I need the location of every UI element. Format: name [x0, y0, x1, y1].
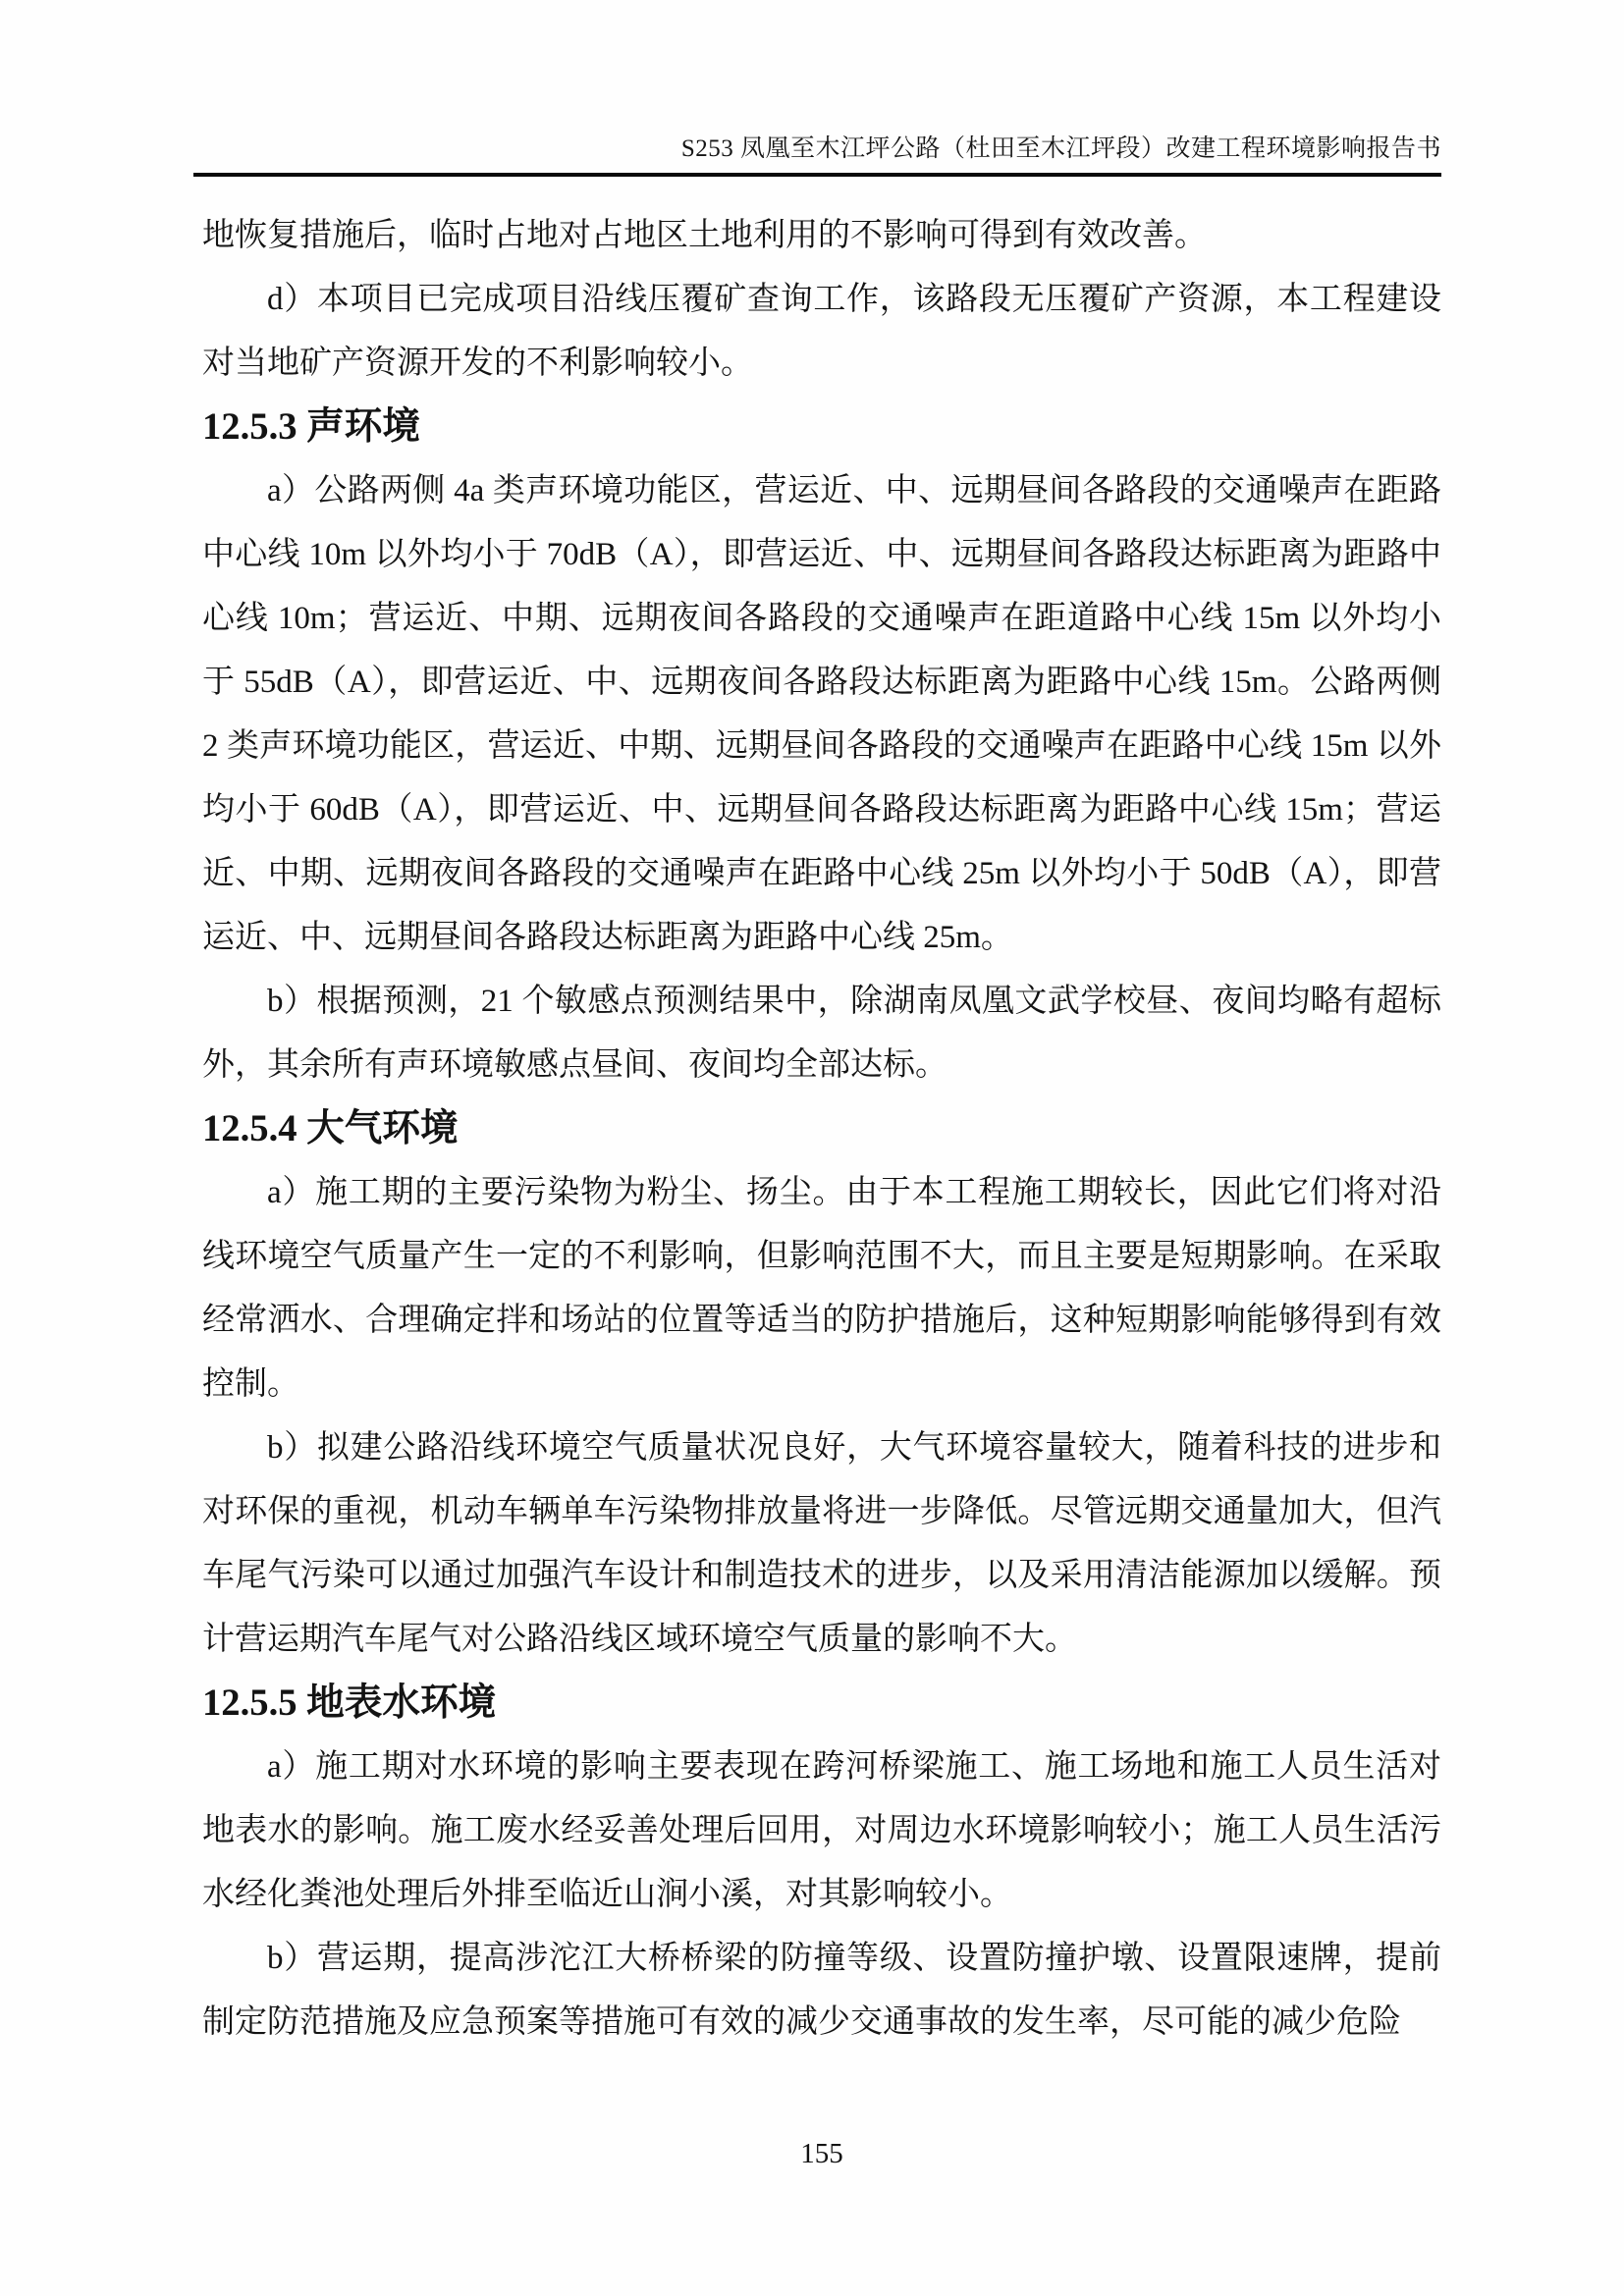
document-body — [202, 204, 1441, 2055]
body-paragraph: a）施工期的主要污染物为粉尘、扬尘。由于本工程施工期较长，因此它们将对沿线环境空气质量产生一定的不利影响，但影响范围不大，而且主要是短期影响。在采取经常洒水、合理确定拌和场站的位置等适当的防护措施后，这种短期影响能够得到有效控制。 — [202, 1175, 1441, 1402]
section-heading-12-5-5: 12.5.5 地表水环境 — [202, 1682, 497, 1724]
body-paragraph: b）营运期，提高涉沱江大桥桥梁的防撞等级、设置防撞护墩、设置限速牌，提前制定防范措施及应急预案等措施可有效的减少交通事故的发生率，尽可能的减少危险 — [202, 1941, 1441, 2040]
body-paragraph: a）公路两侧 4a 类声环境功能区，营运近、中、远期昼间各路段的交通噪声在距路中心线 10m 以外均小于 70dB（A），即营运近、中、远期昼间各路段达标距离为距路中心线 10m；营运近、中期、远期夜间各路段的交通噪声在距道路中心线 15m 以外均小于 55dB（A），即营运近、中、远期夜间各路段达标距离为距路中心线 15m。公路两侧 2 类声环境功能区，营运近、中期、远期昼间各路段的交通噪声在距路中心线 15m 以外均小于 60dB（A），即营运近、中、远期昼间各路段达标距离为距路中心线 15m；营运近、中期、远期夜间各路段的交通噪声在距路中心线 25m 以外均小于 50dB（A），即营运近、中、远期昼间各路段达标距离为距路中心线 25m。 — [202, 473, 1441, 955]
section-heading-12-5-4: 12.5.4 大气环境 — [202, 1108, 459, 1149]
body-paragraph: b）根据预测，21 个敏感点预测结果中，除湖南凤凰文武学校昼、夜间均略有超标外，其余所有声环境敏感点昼间、夜间均全部达标。 — [202, 984, 1441, 1083]
section-heading-12-5-3: 12.5.3 声环境 — [202, 406, 421, 448]
page-header — [193, 0, 1441, 177]
body-paragraph: a）施工期对水环境的影响主要表现在跨河桥梁施工、施工场地和施工人员生活对地表水的影响。施工废水经妥善处理后回用，对周边水环境影响较小；施工人员生活污水经化粪池处理后外排至临近山涧小溪，对其影响较小。 — [202, 1749, 1441, 1912]
body-paragraph: d）本项目已完成项目沿线压覆矿查询工作，该路段无压覆矿产资源，本工程建设对当地矿产资源开发的不利影响较小。 — [202, 282, 1441, 381]
header-title: S253 凤凰至木江坪公路（杜田至木江坪段）改建工程环境影响报告书 — [680, 135, 1441, 162]
body-paragraph: b）拟建公路沿线环境空气质量状况良好，大气环境容量较大，随着科技的进步和对环保的重视，机动车辆单车污染物排放量将进一步降低。尽管远期交通量加大，但汽车尾气污染可以通过加强汽车设计和制造技术的进步，以及采用清洁能源加以缓解。预计营运期汽车尾气对公路沿线区域环境空气质量的影响不大。 — [202, 1430, 1441, 1657]
body-paragraph: 地恢复措施后，临时占地对占地区土地利用的不影响可得到有效改善。 — [202, 218, 1207, 253]
page-number: 155 — [800, 2138, 843, 2169]
